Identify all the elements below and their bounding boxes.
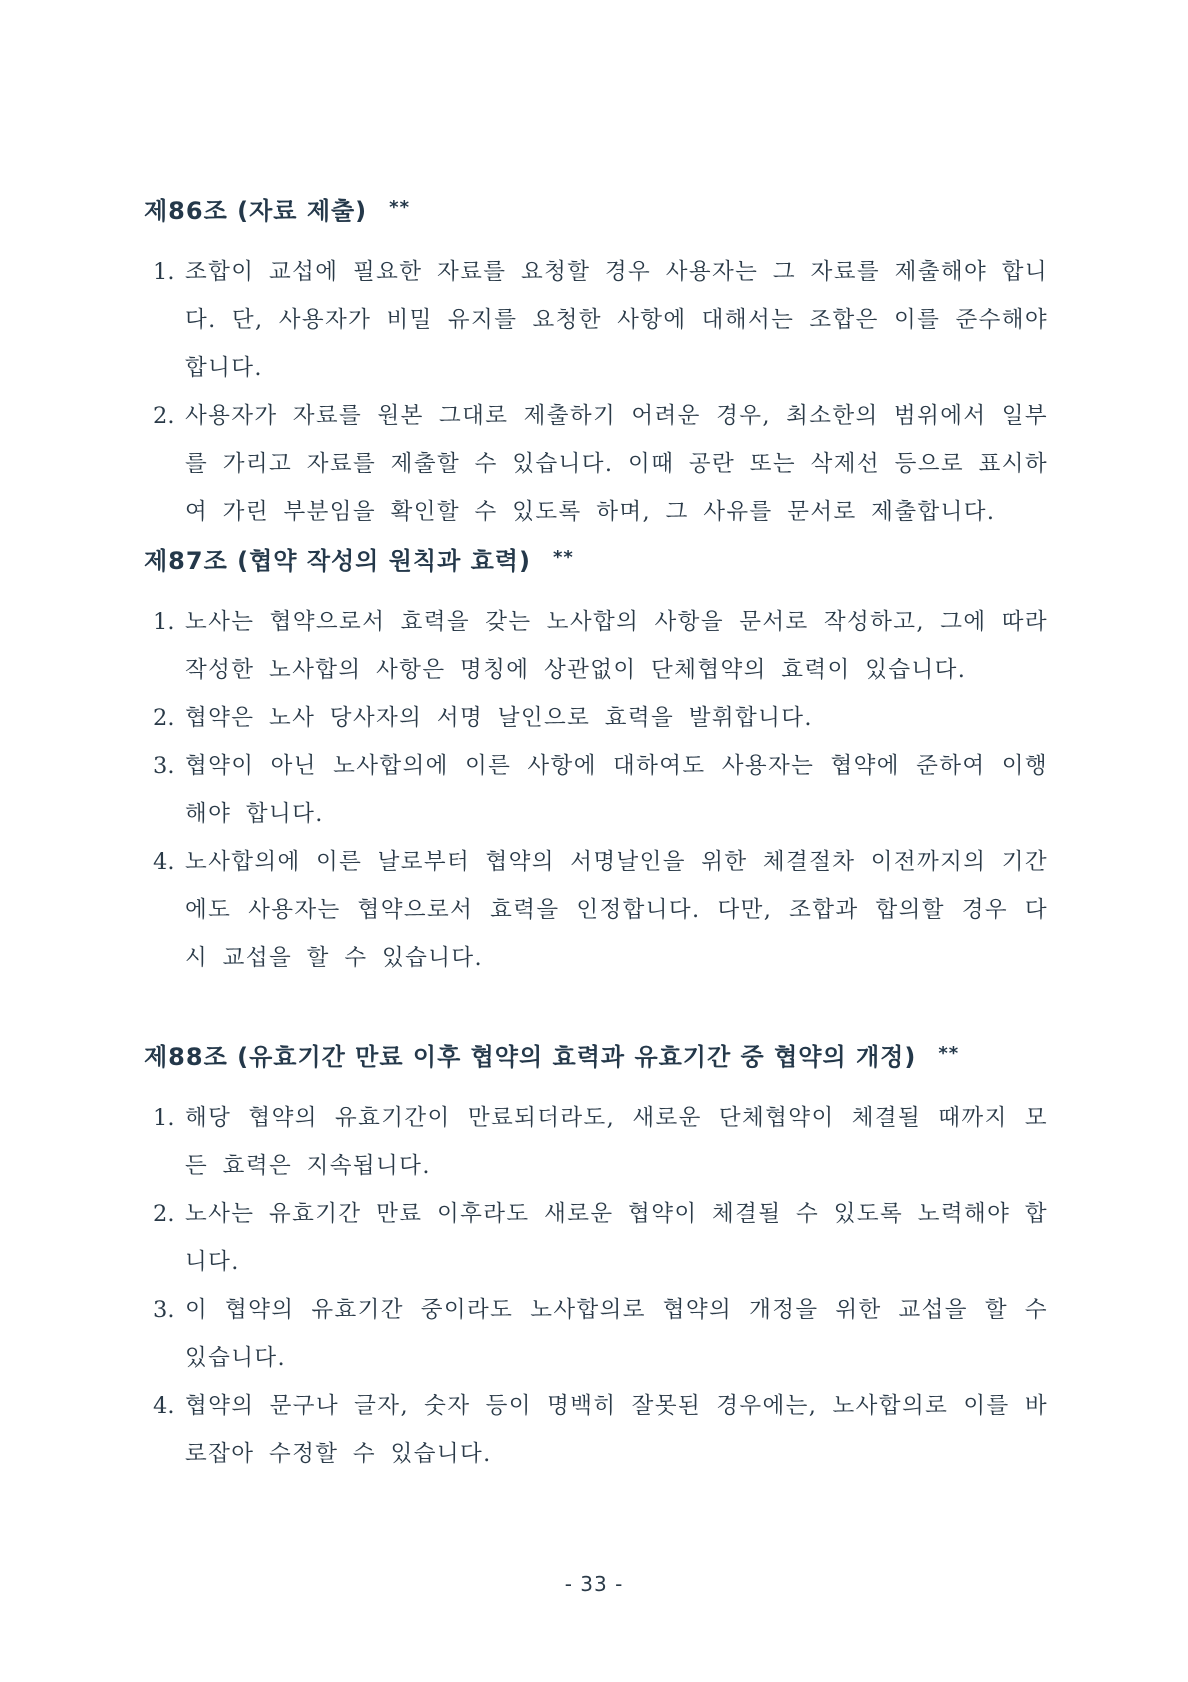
item-number: 3. — [153, 1297, 175, 1323]
article-item — [144, 742, 1048, 838]
article-mark: ** — [389, 197, 410, 218]
item-number: 2. — [153, 1201, 175, 1227]
item-text: 조합이 교섭에 필요한 자료를 요청할 경우 사용자는 그 자료를 제출해야 합니다. 단, 사용자가 비밀 유지를 요청한 사항에 대해서는 조합은 이를 준수해야 합니다. — [185, 259, 1048, 381]
article-items — [144, 598, 1048, 982]
item-number: 4. — [153, 1393, 175, 1419]
item-text: 협약은 노사 당사자의 서명 날인으로 효력을 발휘합니다. — [185, 705, 813, 731]
article-86 — [144, 188, 1048, 536]
article-title — [144, 1034, 1048, 1074]
item-number: 1. — [153, 1105, 175, 1131]
article-title-text: 제87조 (협약 작성의 원칙과 효력) — [144, 547, 531, 575]
item-text: 이 협약의 유효기간 중이라도 노사합의로 협약의 개정을 위한 교섭을 할 수 있습니다. — [185, 1297, 1048, 1371]
article-items — [144, 248, 1048, 536]
item-number: 1. — [153, 609, 175, 635]
article-mark: ** — [938, 1043, 960, 1064]
article-item — [144, 1190, 1048, 1286]
item-number: 4. — [153, 849, 175, 875]
item-number: 2. — [153, 403, 175, 429]
article-title — [144, 538, 1048, 578]
item-text: 해당 협약의 유효기간이 만료되더라도, 새로운 단체협약이 체결될 때까지 모든 효력은 지속됩니다. — [185, 1105, 1048, 1179]
article-item — [144, 598, 1048, 694]
article-item — [144, 694, 1048, 742]
article-title-text: 제86조 (자료 제출) — [144, 197, 368, 225]
article-mark: ** — [552, 547, 574, 568]
article-87 — [144, 538, 1048, 982]
article-item — [144, 248, 1048, 392]
item-text: 협약의 문구나 글자, 숫자 등이 명백히 잘못된 경우에는, 노사합의로 이를 바로잡아 수정할 수 있습니다. — [185, 1393, 1048, 1467]
item-number: 1. — [153, 259, 175, 285]
article-item — [144, 1094, 1048, 1190]
item-number: 3. — [153, 753, 175, 779]
article-item — [144, 392, 1048, 536]
item-text: 사용자가 자료를 원본 그대로 제출하기 어려운 경우, 최소한의 범위에서 일부를 가리고 자료를 제출할 수 있습니다. 이때 공란 또는 삭제선 등으로 표시하여 가린 부분임을 확인할 수 있도록 하며, 그 사유를 문서로 제출합니다. — [185, 403, 1048, 525]
item-text: 노사는 유효기간 만료 이후라도 새로운 협약이 체결될 수 있도록 노력해야 합니다. — [185, 1201, 1048, 1275]
article-item — [144, 838, 1048, 982]
article-title — [144, 188, 1048, 228]
article-title-text: 제88조 (유효기간 만료 이후 협약의 효력과 유효기간 중 협약의 개정) — [144, 1043, 917, 1071]
article-88 — [144, 1034, 1048, 1478]
article-item — [144, 1382, 1048, 1478]
item-text: 노사합의에 이른 날로부터 협약의 서명날인을 위한 체결절차 이전까지의 기간에도 사용자는 협약으로서 효력을 인정합니다. 다만, 조합과 합의할 경우 다시 교섭을 할 수 있습니다. — [185, 849, 1048, 971]
article-item — [144, 1286, 1048, 1382]
article-items — [144, 1094, 1048, 1478]
page-number: - 33 - — [564, 1572, 624, 1596]
item-text: 노사는 협약으로서 효력을 갖는 노사합의 사항을 문서로 작성하고, 그에 따라 작성한 노사합의 사항은 명칭에 상관없이 단체협약의 효력이 있습니다. — [185, 609, 1048, 683]
item-number: 2. — [153, 705, 175, 731]
item-text: 협약이 아닌 노사합의에 이른 사항에 대하여도 사용자는 협약에 준하여 이행해야 합니다. — [185, 753, 1048, 827]
